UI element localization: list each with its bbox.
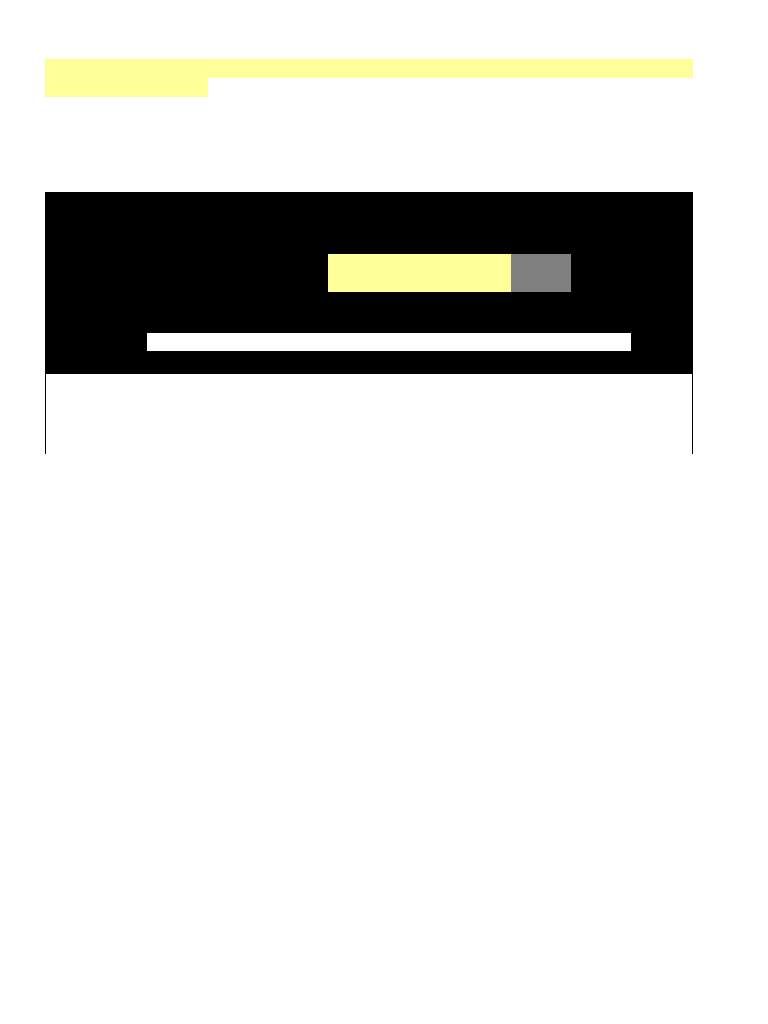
tire-circumference-value[interactable] <box>511 254 571 273</box>
rpm-row-blank[interactable] <box>45 78 208 97</box>
chart-plot-area <box>46 374 694 454</box>
tire-circumference-row <box>45 254 693 273</box>
rpm-values-row <box>45 78 693 97</box>
tire-diameter-label <box>328 273 511 292</box>
tire-circumference-label <box>328 254 511 273</box>
tire-diameter-value[interactable] <box>511 273 571 292</box>
tire-diameter-row <box>45 273 693 292</box>
gear-ratio-chart[interactable] <box>45 374 693 454</box>
separator-row <box>45 192 693 215</box>
rpm-title-row <box>45 59 693 78</box>
rpm-title-cell[interactable] <box>45 59 693 78</box>
instruction-note[interactable] <box>146 332 632 352</box>
